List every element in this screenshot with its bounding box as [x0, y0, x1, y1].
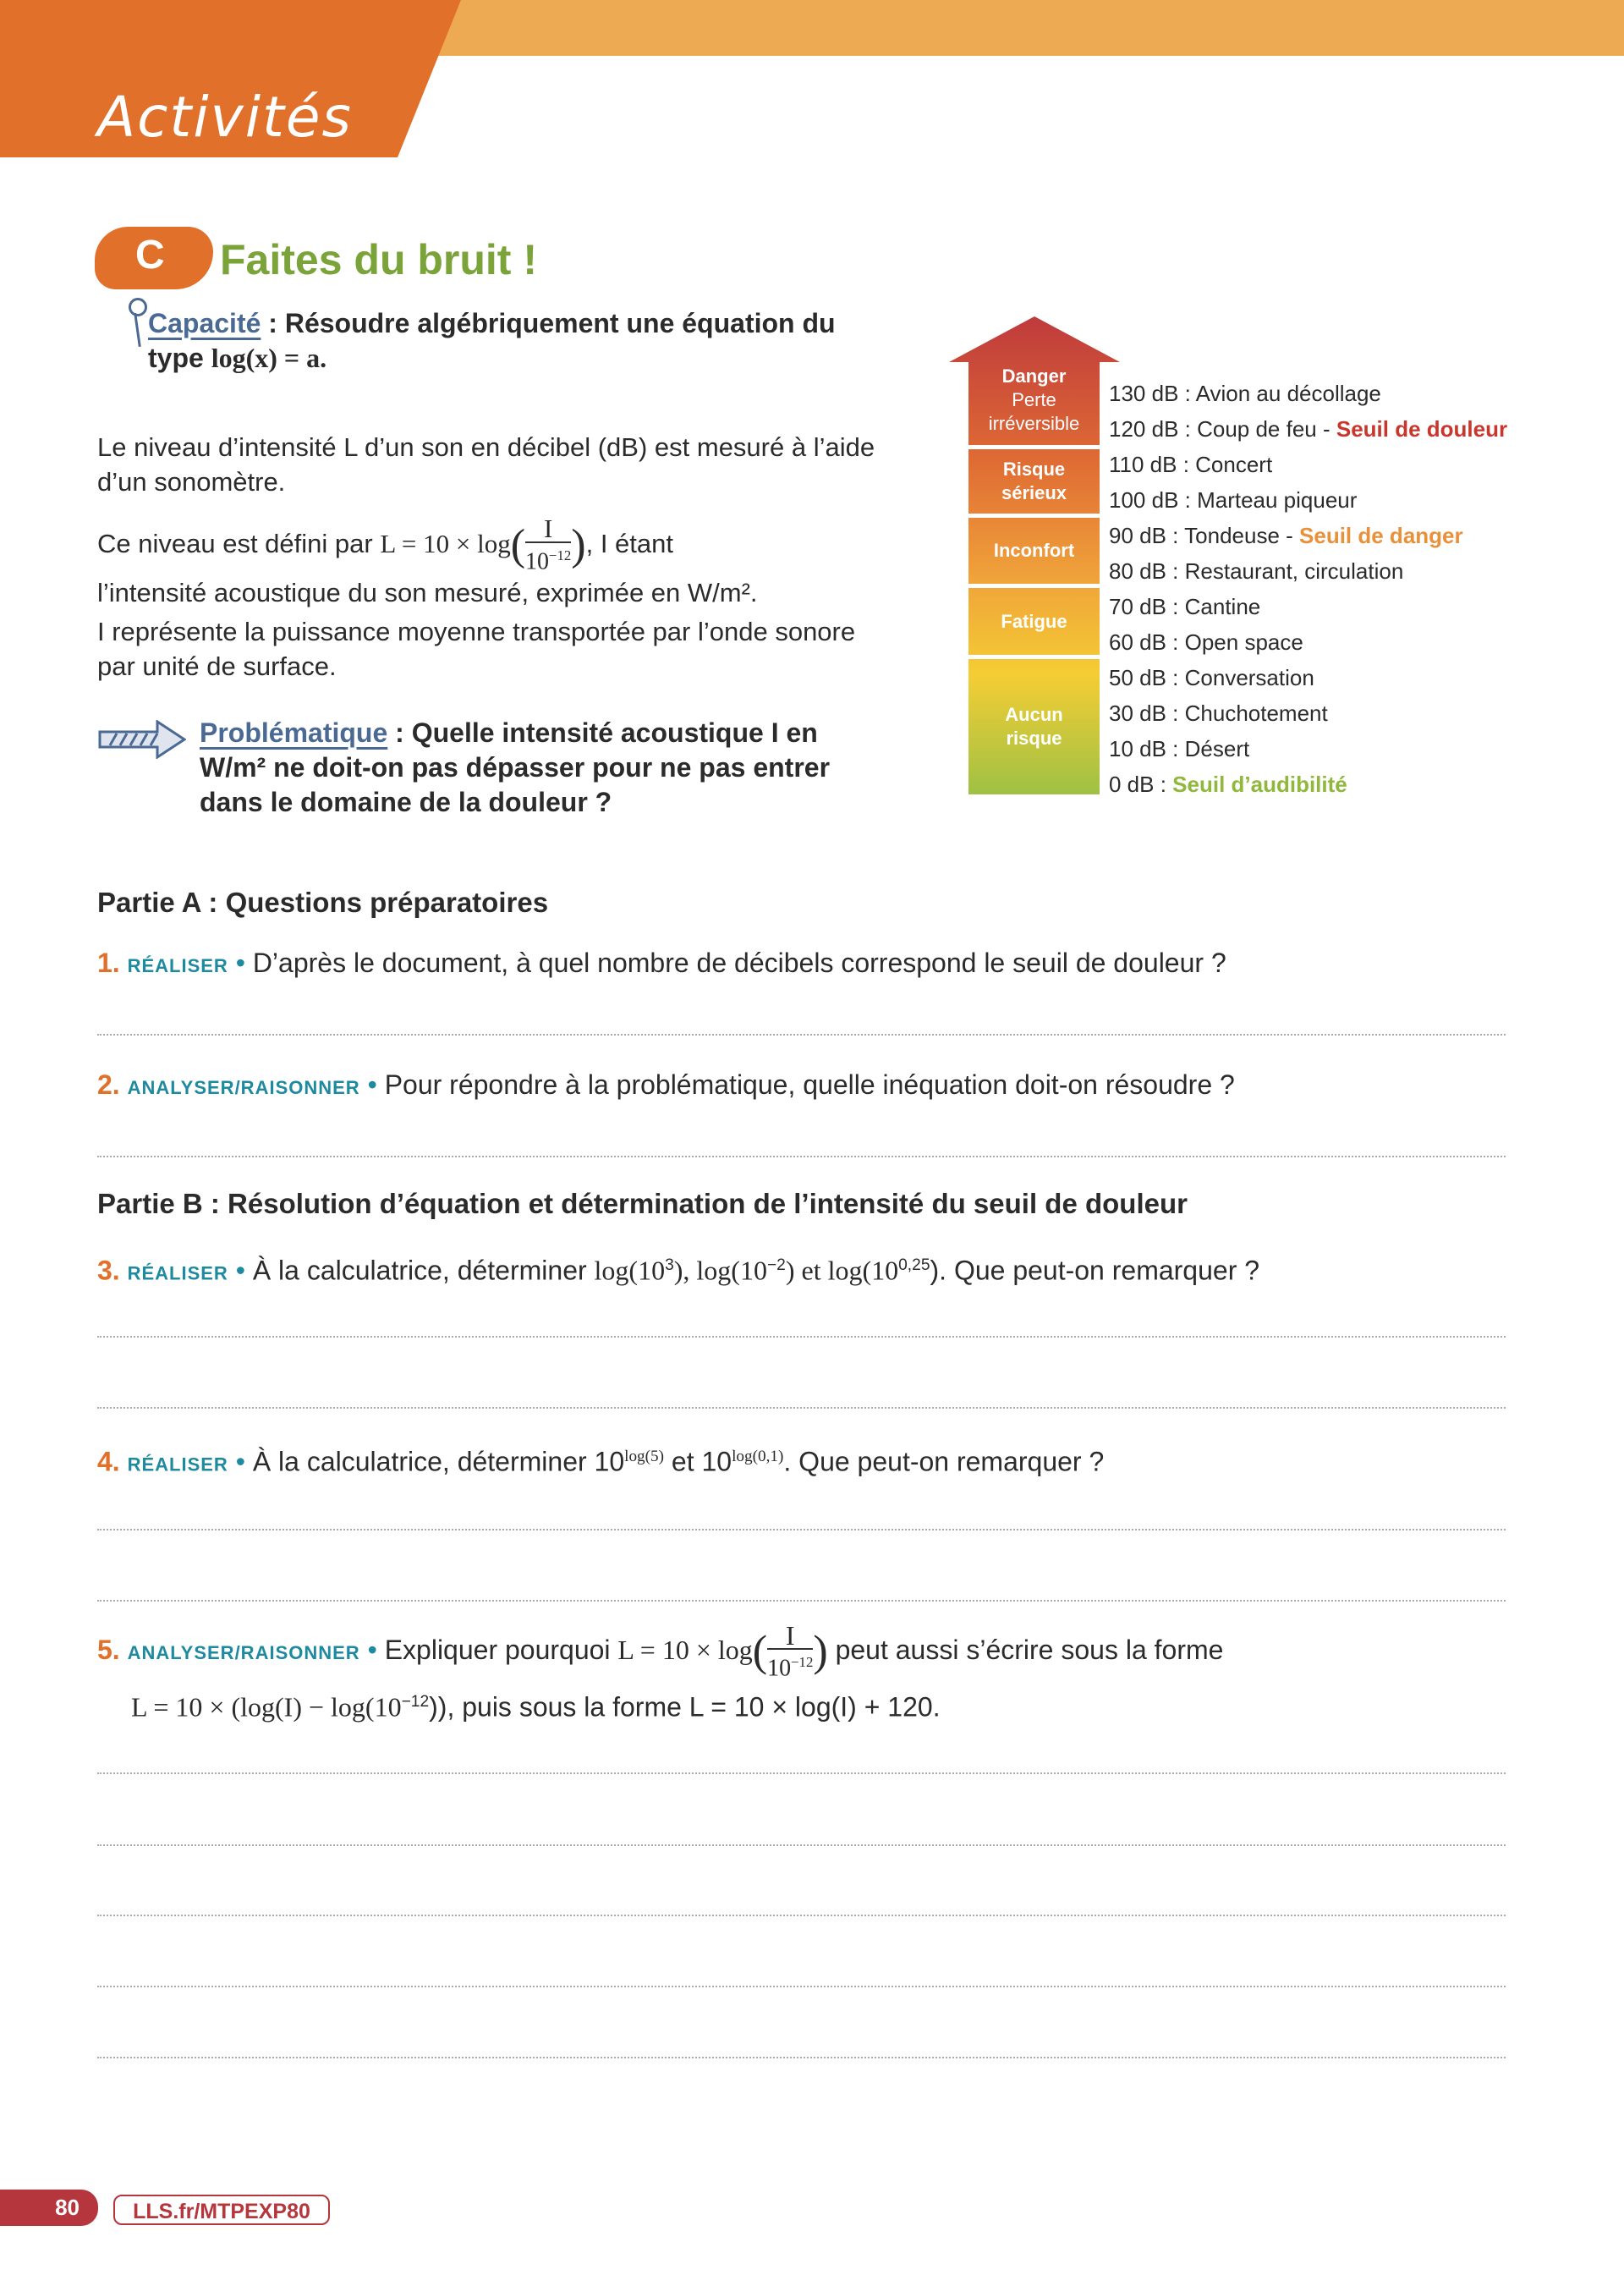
level-text: 120 dB : Coup de feu -	[1109, 416, 1336, 442]
fraction	[767, 1620, 814, 1682]
level-text: 100 dB : Marteau piqueur	[1109, 487, 1358, 513]
q-num: 5.	[97, 1635, 120, 1666]
level-note: Seuil de douleur	[1336, 416, 1508, 442]
sound-level-item	[1109, 487, 1357, 513]
zone-title: Aucun risque	[1005, 704, 1063, 749]
answer-line[interactable]	[97, 2057, 1506, 2058]
q-math: ), log(10	[673, 1255, 767, 1286]
sound-level-item	[1109, 772, 1347, 797]
level-text: 70 dB : Cantine	[1109, 594, 1261, 619]
q-text: À la calculatrice, déterminer 10	[252, 1446, 625, 1477]
activity-letter: C	[135, 233, 165, 278]
q-math: L = 10 × log	[617, 1635, 753, 1666]
capacity-text: Résoudre algébriquement une équation du type	[148, 308, 836, 373]
problematique: Problématique : Quelle intensité acoustique I en W/m² ne doit-on pas dépasser pour ne pas entrer dans le domaine de la douleur ?	[200, 717, 831, 817]
q-exp: log(5)	[624, 1448, 665, 1465]
sound-level-item	[1109, 594, 1260, 619]
fraction-den: 10	[767, 1655, 792, 1682]
q-math: L = 10 × (log(I) − log(10	[131, 1691, 402, 1723]
sound-level-item	[1109, 665, 1314, 690]
level-text: 10 dB : Désert	[1109, 736, 1250, 761]
level-text: 80 dB : Restaurant, circulation	[1109, 558, 1404, 584]
fraction-den: 10	[525, 548, 550, 575]
q-exp: 0,25	[898, 1256, 930, 1274]
q-exp: log(0,1)	[732, 1448, 784, 1465]
formula: L = 10 × log	[380, 528, 511, 558]
q-tag: ANALYSER/RAISONNER	[127, 1077, 360, 1098]
fraction-exp: −12	[549, 547, 572, 563]
q-exp: 3	[665, 1256, 674, 1274]
intro-p2-end: , I étant	[585, 528, 674, 558]
answer-line[interactable]	[97, 1772, 1506, 1774]
level-text: 130 dB : Avion au décollage	[1109, 381, 1381, 406]
q-num: 2.	[97, 1069, 120, 1100]
problematique-label: Problématique	[200, 717, 388, 748]
sound-level-item	[1109, 701, 1328, 726]
q-tag: RÉALISER	[127, 1453, 228, 1475]
q-text: ). Que peut-on remarquer ?	[930, 1255, 1260, 1286]
answer-line[interactable]	[97, 1336, 1506, 1338]
question-3: 3. RÉALISER • À la calculatrice, déterminer $\log(10^3)$, $\log(10^{-2})$ et log(10$^{0,25}$). Que peut-on remarquer ?	[97, 1255, 1260, 1286]
intro-p4: I représente la puissance moyenne transportée par l’onde sonore par unité de surface.	[97, 617, 856, 681]
q-tag: ANALYSER/RAISONNER	[127, 1642, 360, 1664]
q-tag: RÉALISER	[127, 1262, 228, 1284]
zone-title: Risque sérieux	[1001, 459, 1067, 503]
q-num: 3.	[97, 1255, 120, 1286]
sound-level-item	[1109, 523, 1463, 548]
level-note: Seuil d’audibilité	[1172, 772, 1347, 797]
q-text: et 10	[664, 1446, 732, 1477]
q-text: D’après le document, à quel nombre de décibels correspond le seuil de douleur ?	[252, 948, 1226, 978]
q-text: Pour répondre à la problématique, quelle inéquation doit-on résoudre ?	[384, 1069, 1235, 1100]
part-b-title: Partie B : Résolution d’équation et détermination de l’intensité du seuil de douleur	[97, 1188, 1188, 1219]
intro-p1: Le niveau d’intensité L d’un son en décibel (dB) est mesuré à l’aide d’un sonomètre.	[97, 432, 875, 497]
q-num: 1.	[97, 948, 120, 978]
sound-level-item	[1109, 416, 1507, 442]
q-tag: RÉALISER	[127, 955, 228, 976]
fraction	[525, 516, 571, 574]
zone-sub: Perte irréversible	[988, 389, 1080, 434]
zone-danger	[968, 355, 1100, 445]
level-text: 0 dB :	[1109, 772, 1173, 797]
pin-icon-stem	[134, 313, 141, 347]
intro-p3: l’intensité acoustique du son mesuré, exprimée en W/m².	[97, 578, 758, 607]
intro-p2: Ce niveau est défini par L = 10 × log( $\frac{I}{10^{-12}}$ ), I étant	[97, 514, 674, 575]
sound-level-item	[1109, 452, 1272, 477]
answer-line[interactable]	[97, 1156, 1506, 1157]
activity-title: Faites du bruit !	[220, 236, 537, 283]
level-text: 30 dB : Chuchotement	[1109, 701, 1328, 726]
level-note: Seuil de danger	[1299, 523, 1463, 548]
answer-line[interactable]	[97, 1986, 1506, 1987]
answer-line[interactable]	[97, 1407, 1506, 1409]
page-number: 80	[0, 2190, 98, 2226]
q-text: . Que peut-on remarquer ?	[783, 1446, 1105, 1477]
level-text: 90 dB : Tondeuse -	[1109, 523, 1300, 548]
answer-line[interactable]	[97, 1915, 1506, 1916]
q-math: ) et log(10	[785, 1255, 899, 1286]
capacity-label: Capacité	[148, 308, 261, 338]
zone-aucun	[968, 659, 1100, 794]
level-text: 110 dB : Concert	[1109, 452, 1273, 477]
question-2: 2. ANALYSER/RAISONNER • Pour répondre à la problématique, quelle inéquation doit-on résoudre ?	[97, 1069, 1235, 1100]
capacity: Capacité : Résoudre algébriquement une équation du type log(x) = a.	[148, 308, 836, 373]
q-text: À la calculatrice, déterminer	[252, 1255, 595, 1286]
zone-fatigue	[968, 588, 1100, 655]
zone-risque	[968, 449, 1100, 514]
part-a-title: Partie A : Questions préparatoires	[97, 887, 549, 918]
fraction-num: I	[767, 1623, 813, 1650]
q-exp: −12	[401, 1693, 430, 1711]
sound-level-item	[1109, 629, 1303, 655]
capacity-math: log(x) = a.	[211, 343, 327, 373]
fraction-exp: −12	[791, 1654, 814, 1670]
answer-line[interactable]	[97, 1600, 1506, 1602]
zone-inconfort	[968, 518, 1100, 584]
sound-level-item	[1109, 558, 1403, 584]
q-text: )), puis sous la forme L = 10 × log(I) + 120.	[429, 1691, 941, 1723]
question-5: 5. ANALYSER/RAISONNER • Expliquer pourquoi L = 10 × log( $\frac{I}{10^{-12}}$ ) peut aussi s’écrire sous la forme	[97, 1620, 1224, 1682]
sound-level-item	[1109, 736, 1249, 761]
question-1: 1. RÉALISER • D’après le document, à quel nombre de décibels correspond le seuil de douleur ?	[97, 948, 1226, 978]
zone-title: Inconfort	[993, 540, 1075, 561]
q-num: 4.	[97, 1446, 120, 1477]
question-5-line2	[131, 1677, 1569, 1733]
zone-title: Danger	[1001, 365, 1067, 387]
intro-p2-start: Ce niveau est défini par	[97, 528, 373, 558]
resource-link[interactable]: LLS.fr/MTPEXP80	[113, 2195, 330, 2225]
answer-line[interactable]	[97, 1529, 1506, 1530]
q-text: peut aussi s’écrire sous la forme	[827, 1635, 1224, 1666]
level-text: 50 dB : Conversation	[1109, 665, 1314, 690]
problematique-text: Quelle intensité acoustique I en W/m² ne doit-on pas dépasser pour ne pas entrer dans le domaine de la douleur ?	[200, 717, 831, 817]
pin-icon	[129, 298, 147, 316]
q-exp: −2	[766, 1256, 786, 1274]
arrow-right-icon	[98, 720, 186, 759]
question-4: 4. RÉALISER • À la calculatrice, déterminer $10^{log(5)}$ et $10^{log(0,1)}$. Que peut-on remarquer ?	[97, 1446, 1105, 1477]
zone-title: Fatigue	[1001, 610, 1067, 632]
q-text: Expliquer pourquoi	[384, 1635, 618, 1666]
answer-line[interactable]	[97, 1034, 1506, 1036]
sound-level-item	[1109, 381, 1381, 406]
section-title: Activités	[97, 85, 353, 150]
q-math: log(10	[594, 1255, 666, 1286]
answer-line[interactable]	[97, 1844, 1506, 1846]
level-text: 60 dB : Open space	[1109, 629, 1303, 655]
fraction-num: I	[525, 516, 571, 543]
